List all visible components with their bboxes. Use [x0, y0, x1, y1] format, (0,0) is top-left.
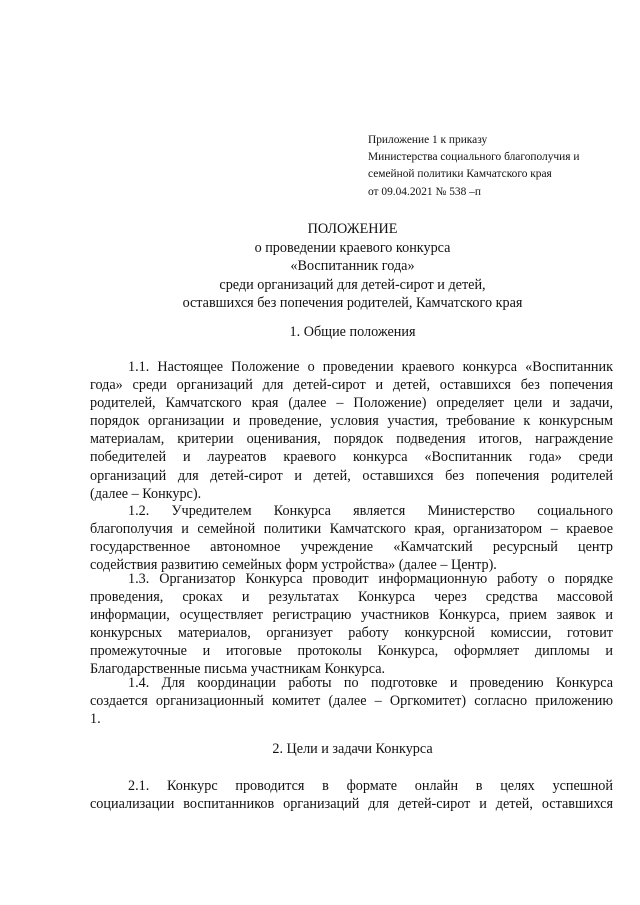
title-line: о проведении краевого конкурса — [254, 239, 451, 256]
text-line: материалам, критерии оценивания, порядок подведения итогов, награждение — [90, 431, 613, 448]
text-line: проведения, сроках и результатах Конкурса через средства массовой — [90, 589, 613, 606]
title-line: «Воспитанник года» — [290, 258, 415, 275]
section-heading-general: 1. Общие положения — [289, 324, 416, 340]
text-line: победителей и лауреатов краевого конкурса «Воспитанник года» среди — [90, 449, 613, 466]
text-line: конкурсных материалов, организует работу конкурсной комиссии, готовит — [90, 625, 613, 642]
text-line: года» среди организаций для детей-сирот и детей, оставшихся без попечения — [90, 377, 613, 394]
annex-line: семейной политики Камчатского края — [368, 168, 552, 181]
text-line: порядок организации и проведение, условия участия, требование к конкурсным — [90, 413, 613, 430]
text-line: информации, осуществляет регистрацию участников Конкурса, прием заявок и — [90, 607, 613, 624]
section-heading-goals: 2. Цели и задачи Конкурса — [272, 741, 433, 757]
title-line: ПОЛОЖЕНИЕ — [307, 221, 398, 237]
paragraph-2-1 — [90, 777, 613, 813]
text-line: 1.2. Учредителем Конкурса является Министерство социального — [128, 503, 613, 519]
text-line: государственное автономное учреждение «Камчатский ресурсный центр — [90, 539, 613, 556]
text-line: родителей, Камчатского края (далее – Положение) определяет цели и задачи, — [90, 395, 613, 412]
text-line: Благодарственные письма участникам Конкурса. — [90, 661, 386, 678]
text-line: 1.1. Настоящее Положение о проведении краевого конкурса «Воспитанник — [128, 359, 613, 375]
annex-line: Приложение 1 к приказу — [368, 134, 488, 146]
annex-reference — [368, 132, 613, 201]
annex-line: Министерства социального благополучия и — [368, 151, 580, 164]
text-line: создается организационный комитет (далее – Оргкомитет) согласно приложению — [90, 693, 613, 710]
text-line: 1. — [90, 711, 101, 728]
annex-line: от 09.04.2021 № 538 –п — [368, 185, 481, 198]
text-line: социализации воспитанников организаций для детей-сирот и детей, оставшихся — [90, 796, 613, 813]
title-line: оставшихся без попечения родителей, Камчатского края — [182, 295, 523, 312]
paragraph-1-3 — [90, 570, 613, 679]
text-line: 1.3. Организатор Конкурса проводит информационную работу о порядке — [128, 571, 613, 587]
paragraph-1-4 — [90, 674, 613, 728]
text-line: 1.4. Для координации работы по подготовке и проведению Конкурса — [128, 675, 613, 691]
title-line: среди организаций для детей-сирот и детей, — [219, 276, 486, 293]
text-line: организаций для детей-сирот и детей, оставшихся без попечения родителей — [90, 467, 613, 484]
text-line: промежуточные и итоговые протоколы Конкурса, оформляет дипломы и — [90, 643, 613, 660]
paragraph-1-1 — [90, 358, 613, 503]
text-line: (далее – Конкурс). — [90, 485, 202, 502]
document-title — [90, 220, 615, 313]
text-line: 2.1. Конкурс проводится в формате онлайн в целях успешной — [128, 778, 613, 794]
text-line: содействия развитию семейных форм устройства» (далее – Центр). — [90, 557, 497, 574]
paragraph-1-2 — [90, 502, 613, 574]
text-line: благополучия и семейной политики Камчатского края, организатором – краевое — [90, 521, 613, 538]
